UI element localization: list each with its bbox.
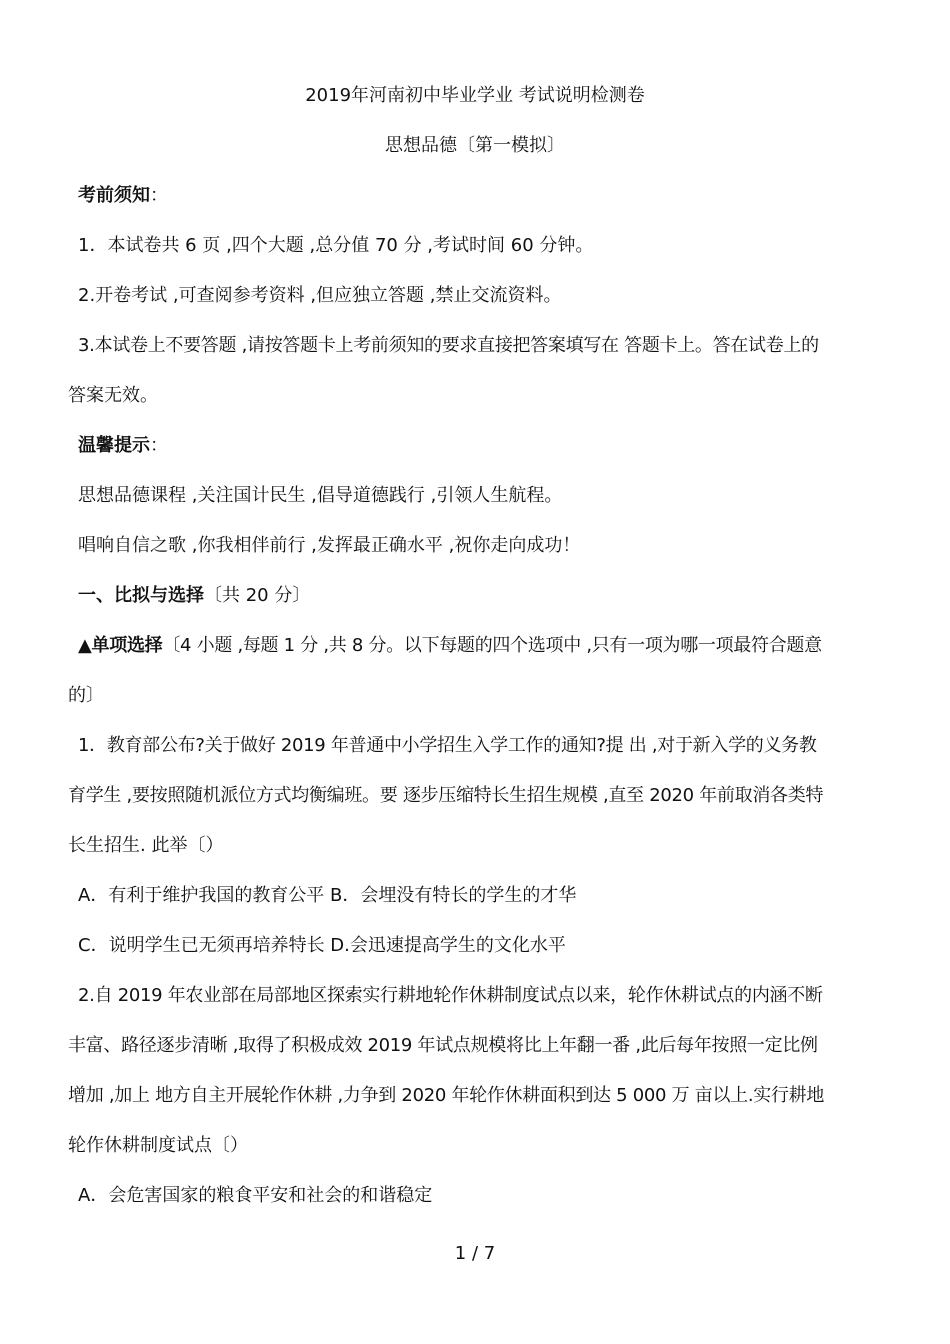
single-choice-heading: ▲单项选择 xyxy=(78,635,163,656)
question-1-line-2: 育学生 ,要按照随机派位方式均衡编班。要 逐步压缩特长生招生规模 ,直至 2020 年前取消各类特 xyxy=(68,785,824,806)
question-2-line-1: 2.自 2019 年农业部在局部地区探索实行耕地轮作休耕制度试点以来，轮作休耕试点的内涵不断 xyxy=(78,985,823,1006)
notice-item-2: 2.开卷考试 ,可查阅参考资料 ,但应独立答题 ,禁止交流资料。 xyxy=(78,285,562,306)
question-2-line-2: 丰富、路径逐步清晰 ,取得了积极成效 2019 年试点规模将比上年翻一番 ,此后每年按照一定比例 xyxy=(68,1035,818,1056)
notice-colon: ： xyxy=(150,185,168,206)
question-2-option-a: A．会危害国家的粮食平安和社会的和谐稳定 xyxy=(78,1185,433,1206)
tip-line-1: 思想品德课程 ,关注国计民生 ,倡导道德践行 ,引领人生航程。 xyxy=(78,485,563,506)
single-choice-heading-line xyxy=(78,634,882,658)
notice-item-3-cont: 答案无效。 xyxy=(68,385,158,406)
notice-heading: 考前须知 xyxy=(78,185,150,206)
section1-heading-line xyxy=(78,584,882,608)
section1-heading: 一、比拟与选择 xyxy=(78,585,204,606)
tip-line-2: 唱响自信之歌 ,你我相伴前行 ,发挥最正确水平 ,祝你走向成功！ xyxy=(78,535,581,556)
notice-item-3: 3.本试卷上不要答题 ,请按答题卡上考前须知的要求直接把答案填写在 答题卡上。答在试卷上的 xyxy=(78,335,819,356)
page-indicator: 1 / 7 xyxy=(454,1243,496,1264)
document-title: 2019年河南初中毕业学业 考试说明检测卷 xyxy=(305,85,645,106)
section1-points: 〔共 20 分〕 xyxy=(204,585,311,606)
question-2-line-4: 轮作休耕制度试点〔） xyxy=(68,1135,248,1156)
question-1-line-1: 1．教育部公布?关于做好 2019 年普通中小学招生入学工作的通知?提 出 ,对于新入学的义务教 xyxy=(78,735,817,756)
tip-heading: 温馨提示 xyxy=(78,435,150,456)
question-2-line-3: 增加 ,加上 地方自主开展轮作休耕 ,力争到 2020 年轮作休耕面积到达 5 000 万 亩以上.实行耕地 xyxy=(68,1085,825,1106)
notice-item-1: 1．本试卷共 6 页 ,四个大题 ,总分值 70 分 ,考试时间 60 分钟。 xyxy=(78,235,594,256)
question-1-options-cd: C．说明学生已无须再培养特长 D.会迅速提高学生的文化水平 xyxy=(78,935,566,956)
question-1-line-3: 长生招生. 此举〔） xyxy=(68,835,224,856)
tip-heading-line xyxy=(78,434,882,458)
notice-heading-line xyxy=(78,184,882,208)
single-choice-desc-cont: 的〕 xyxy=(68,685,104,706)
tip-colon: ： xyxy=(150,435,168,456)
question-1-options-ab: A．有利于维护我国的教育公平 B．会埋没有特长的学生的才华 xyxy=(78,885,577,906)
single-choice-desc: 〔4 小题 ,每题 1 分 ,共 8 分。以下每题的四个选项中 ,只有一项为哪一项最符合题意 xyxy=(162,635,822,656)
document-subtitle: 思想品德〔第一模拟〕 xyxy=(385,135,565,156)
